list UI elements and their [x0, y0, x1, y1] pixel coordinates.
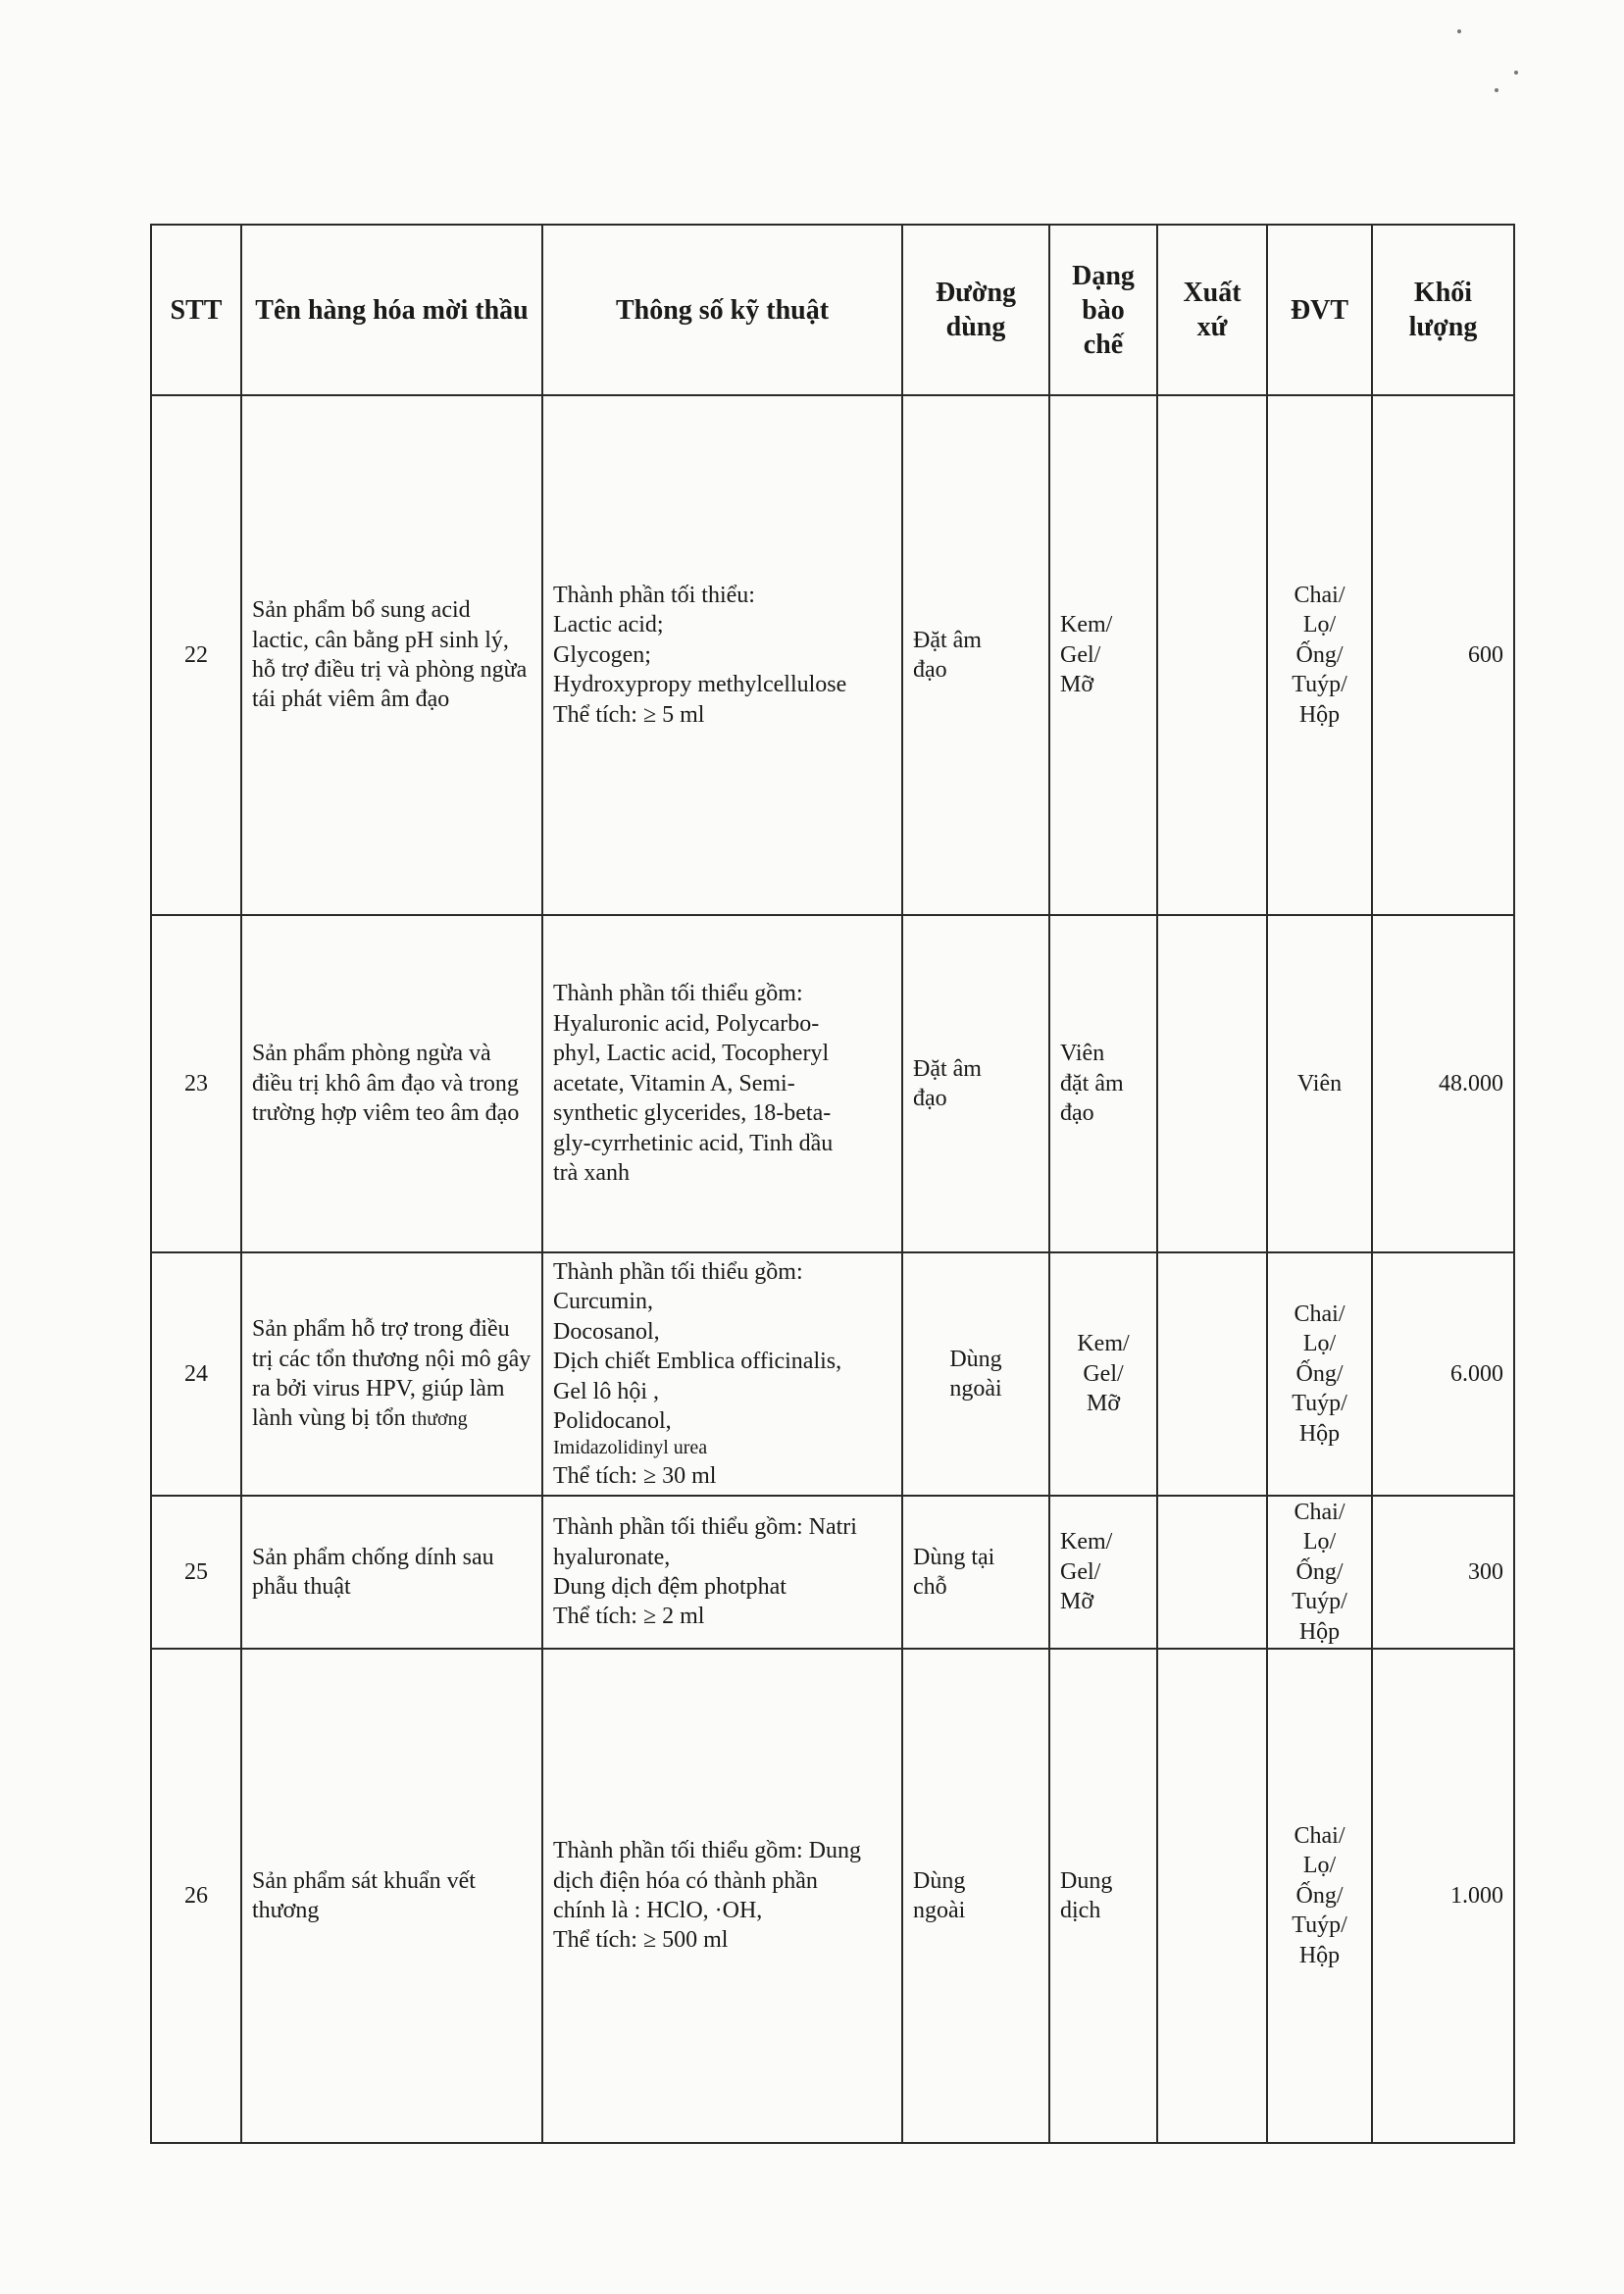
scan-speck	[1495, 88, 1498, 92]
cell-stt: 26	[151, 1649, 241, 2143]
cell-route: Đặt âm đạo	[902, 915, 1049, 1252]
scan-speck	[1514, 71, 1518, 75]
cell-origin	[1157, 395, 1267, 915]
bid-items-table	[150, 224, 1515, 2144]
cell-spec: Thành phần tối thiểu gồm: Hyaluronic acid, Polycarbo- phyl, Lactic acid, Tocopheryl acetate, Vitamin A, Semi- synthetic glycerides, 18-beta- gly-cyrrhetinic acid, Tinh dầu trà xanh	[542, 915, 902, 1252]
spec-volume: Thể tích: ≥ 30 ml	[553, 1462, 717, 1489]
cell-spec: Thành phần tối thiểu: Lactic acid; Glycogen; Hydroxypropy methylcellulose Thể tích: ≥ 5 ml	[542, 395, 902, 915]
cell-form: Kem/ Gel/ Mỡ	[1049, 395, 1157, 915]
cell-route: Đặt âm đạo	[902, 395, 1049, 915]
cell-item-name	[241, 1252, 542, 1496]
table-row	[151, 395, 1514, 915]
header-route: Đường dùng	[902, 225, 1049, 395]
cell-route: Dùng ngoài	[902, 1649, 1049, 2143]
table-row	[151, 915, 1514, 1252]
cell-unit: Viên	[1267, 915, 1372, 1252]
scan-speck	[1457, 29, 1461, 33]
cell-origin	[1157, 1496, 1267, 1649]
cell-item-name: Sản phẩm bổ sung acid lactic, cân bằng pH sinh lý, hỗ trợ điều trị và phòng ngừa tái phát viêm âm đạo	[241, 395, 542, 915]
header-row	[151, 225, 1514, 395]
cell-quantity: 300	[1372, 1496, 1514, 1649]
header-stt: STT	[151, 225, 241, 395]
cell-stt: 25	[151, 1496, 241, 1649]
cell-stt: 24	[151, 1252, 241, 1496]
spec-ingredient: Imidazolidinyl urea	[553, 1437, 708, 1459]
cell-unit: Chai/ Lọ/ Ống/ Tuýp/ Hộp	[1267, 395, 1372, 915]
header-spec: Thông số kỹ thuật	[542, 225, 902, 395]
cell-item-name: Sản phẩm chống dính sau phẫu thuật	[241, 1496, 542, 1649]
cell-route: Dùng tại chỗ	[902, 1496, 1049, 1649]
cell-spec	[542, 1252, 902, 1496]
cell-quantity: 1.000	[1372, 1649, 1514, 2143]
cell-form: Kem/ Gel/ Mỡ	[1049, 1252, 1157, 1496]
cell-origin	[1157, 915, 1267, 1252]
cell-item-name: Sản phẩm sát khuẩn vết thương	[241, 1649, 542, 2143]
cell-form: Viên đặt âm đạo	[1049, 915, 1157, 1252]
table-row	[151, 1252, 1514, 1496]
cell-unit: Chai/ Lọ/ Ống/ Tuýp/ Hộp	[1267, 1496, 1372, 1649]
cell-stt: 23	[151, 915, 241, 1252]
cell-spec: Thành phần tối thiểu gồm: Natri hyaluronate, Dung dịch đệm photphat Thể tích: ≥ 2 ml	[542, 1496, 902, 1649]
cell-route: Dùng ngoài	[902, 1252, 1049, 1496]
cell-quantity: 6.000	[1372, 1252, 1514, 1496]
cell-item-name: Sản phẩm phòng ngừa và điều trị khô âm đạo và trong trường hợp viêm teo âm đạo	[241, 915, 542, 1252]
header-unit: ĐVT	[1267, 225, 1372, 395]
cell-spec: Thành phần tối thiểu gồm: Dung dịch điện hóa có thành phần chính là : HClO, ·OH, Thể tích: ≥ 500 ml	[542, 1649, 902, 2143]
item-name-tail: thương	[411, 1408, 468, 1431]
cell-stt: 22	[151, 395, 241, 915]
cell-quantity: 48.000	[1372, 915, 1514, 1252]
cell-origin	[1157, 1252, 1267, 1496]
cell-unit: Chai/ Lọ/ Ống/ Tuýp/ Hộp	[1267, 1649, 1372, 2143]
table-row	[151, 1496, 1514, 1649]
header-origin: Xuất xứ	[1157, 225, 1267, 395]
cell-form: Dung dịch	[1049, 1649, 1157, 2143]
header-quantity: Khối lượng	[1372, 225, 1514, 395]
cell-origin	[1157, 1649, 1267, 2143]
table-row	[151, 1649, 1514, 2143]
cell-form: Kem/ Gel/ Mỡ	[1049, 1496, 1157, 1649]
spec-text: Thành phần tối thiểu gồm: Curcumin, Docosanol, Dịch chiết Emblica officinalis, Gel lô hội , Polidocanol,	[553, 1258, 842, 1434]
item-name-text: Sản phẩm hỗ trợ trong điều trị các tổn thương nội mô gây ra bởi virus HPV, giúp làm lành vùng bị tổn	[252, 1316, 532, 1432]
cell-quantity: 600	[1372, 395, 1514, 915]
header-form: Dạng bào chế	[1049, 225, 1157, 395]
header-item-name: Tên hàng hóa mời thầu	[241, 225, 542, 395]
cell-unit: Chai/ Lọ/ Ống/ Tuýp/ Hộp	[1267, 1252, 1372, 1496]
